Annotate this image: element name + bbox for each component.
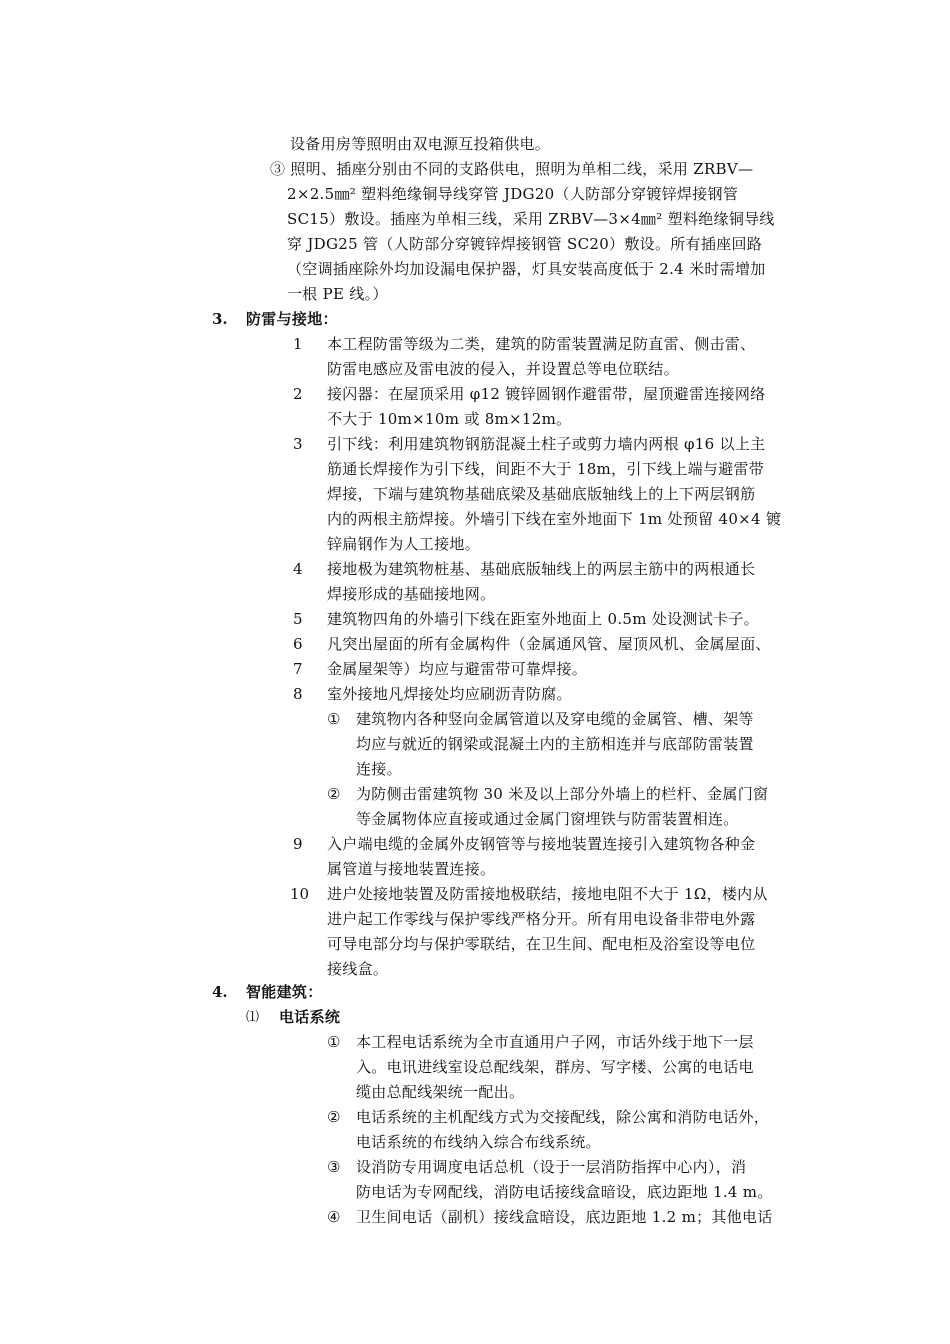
section-number: 4.: [212, 983, 228, 1001]
intro-line: SC15）敷设。插座为单相三线，采用 ZRBV—3×4㎜² 塑料绝缘铜导线: [287, 210, 775, 228]
item-line: 焊接形成的基础接地网。: [327, 585, 496, 603]
item-line: 不大于 10m×10m 或 8m×12m。: [327, 410, 572, 428]
item-number: 4: [293, 560, 303, 578]
item-line: 进户起工作零线与保护零线严格分开。所有用电设备非带电外露: [327, 910, 756, 928]
intro-line: 一根 PE 线。）: [287, 285, 388, 303]
sub-item-line: 防电话为专网配线，消防电话接线盒暗设，底边距地 1.4 m。: [356, 1183, 773, 1201]
item-line: 室外接地凡焊接处均应刷沥青防腐。: [327, 685, 572, 703]
intro-line: 设备用房等照明由双电源互投箱供电。: [290, 135, 551, 153]
sub-item-number: ②: [327, 785, 341, 803]
intro-line: 2×2.5㎜² 塑料绝缘铜导线穿管 JDG20（人防部分穿镀锌焊接钢管: [287, 185, 739, 203]
item-line: 筋通长焊接作为引下线，间距不大于 18m，引下线上端与避雷带: [327, 460, 765, 478]
sub-item-number: ①: [327, 1033, 341, 1051]
sub-item-line: 入。电讯进线室设总配线架，群房、写字楼、公寓的电话电: [356, 1058, 754, 1076]
subsection-title: 电话系统: [279, 1008, 341, 1026]
item-number: 2: [293, 385, 303, 403]
section-number: 3.: [212, 310, 228, 328]
item-line: 建筑物四角的外墙引下线在距室外地面上 0.5m 处设测试卡子。: [327, 610, 759, 628]
item-line: 金属屋架等）均应与避雷带可靠焊接。: [327, 660, 588, 678]
sub-item-line: 电话系统的布线纳入综合布线系统。: [356, 1133, 601, 1151]
item-line: 焊接，下端与建筑物基础底梁及基础底版轴线上的上下两层钢筋: [327, 485, 756, 503]
sub-item-line: 连接。: [356, 760, 402, 778]
item-line: 锌扁钢作为人工接地。: [327, 535, 481, 553]
item-line: 防雷电感应及雷电波的侵入，并设置总等电位联结。: [327, 360, 679, 378]
sub-item-number: ①: [327, 710, 341, 728]
item-line: 可导电部分均与保护零联结，在卫生间、配电柜及浴室设等电位: [327, 935, 756, 953]
item-line: 接闪器：在屋顶采用 φ12 镀锌圆钢作避雷带，屋顶避雷连接网络: [327, 385, 766, 403]
subsection-number: ⑴: [246, 1010, 260, 1025]
item-number: 8: [293, 685, 303, 703]
section-title: 智能建筑：: [246, 983, 323, 1001]
item-line: 进户处接地装置及防雷接地极联结，接地电阻不大于 1Ω，楼内从: [327, 885, 768, 903]
item-number: 7: [293, 660, 303, 678]
item-line: 引下线：利用建筑物钢筋混凝土柱子或剪力墙内两根 φ16 以上主: [327, 435, 766, 453]
item-number: 3: [293, 435, 303, 453]
intro-line: 穿 JDG25 管（人防部分穿镀锌焊接钢管 SC20）敷设。所有插座回路: [287, 235, 763, 253]
sub-item-number: ②: [327, 1108, 341, 1126]
intro-line: （空调插座除外均加设漏电保护器，灯具安装高度低于 2.4 米时需增加: [287, 260, 766, 278]
sub-item-line: 卫生间电话（副机）接线盒暗设，底边距地 1.2 m；其他电话: [356, 1208, 773, 1226]
item-number: 1: [293, 335, 303, 353]
sub-item-line: 为防侧击雷建筑物 30 米及以上部分外墙上的栏杆、金属门窗: [356, 785, 769, 803]
item-line: 本工程防雷等级为二类，建筑的防雷装置满足防直雷、侧击雷、: [327, 335, 756, 353]
item-line: 凡突出屋面的所有金属构件（金属通风管、屋顶风机、金属屋面、: [327, 635, 771, 653]
sub-item-line: 缆由总配线架统一配出。: [356, 1083, 525, 1101]
sub-item-number: ④: [327, 1208, 341, 1226]
item-number: 6: [293, 635, 303, 653]
sub-item-line: 建筑物内各种竖向金属管道以及穿电缆的金属管、槽、架等: [356, 710, 754, 728]
sub-item-line: 等金属物体应直接或通过金属门窗埋铁与防雷装置相连。: [356, 810, 739, 828]
item-number: 5: [293, 610, 303, 628]
sub-item-line: 本工程电话系统为全市直通用户子网，市话外线于地下一层: [356, 1033, 754, 1051]
item-number: 10: [290, 885, 310, 903]
sub-item-number: ③: [327, 1158, 341, 1176]
item-line: 内的两根主筋焊接。外墙引下线在室外地面下 1m 处预留 40×4 镀: [327, 510, 782, 528]
section-title: 防雷与接地：: [246, 310, 338, 328]
item-line: 入户端电缆的金属外皮钢管等与接地装置连接引入建筑物各种金: [327, 835, 756, 853]
item-line: 接地极为建筑物桩基、基础底版轴线上的两层主筋中的两根通长: [327, 560, 756, 578]
sub-item-line: 设消防专用调度电话总机（设于一层消防指挥中心内），消: [356, 1158, 747, 1176]
sub-item-line: 均应与就近的钢梁或混凝土内的主筋相连并与底部防雷装置: [356, 735, 754, 753]
intro-line: ③ 照明、插座分别由不同的支路供电，照明为单相二线，采用 ZRBV—: [270, 160, 754, 178]
item-line: 接线盒。: [327, 960, 389, 978]
item-number: 9: [293, 835, 303, 853]
item-line: 属管道与接地装置连接。: [327, 860, 496, 878]
sub-item-line: 电话系统的主机配线方式为交接配线，除公寓和消防电话外，: [356, 1108, 770, 1126]
